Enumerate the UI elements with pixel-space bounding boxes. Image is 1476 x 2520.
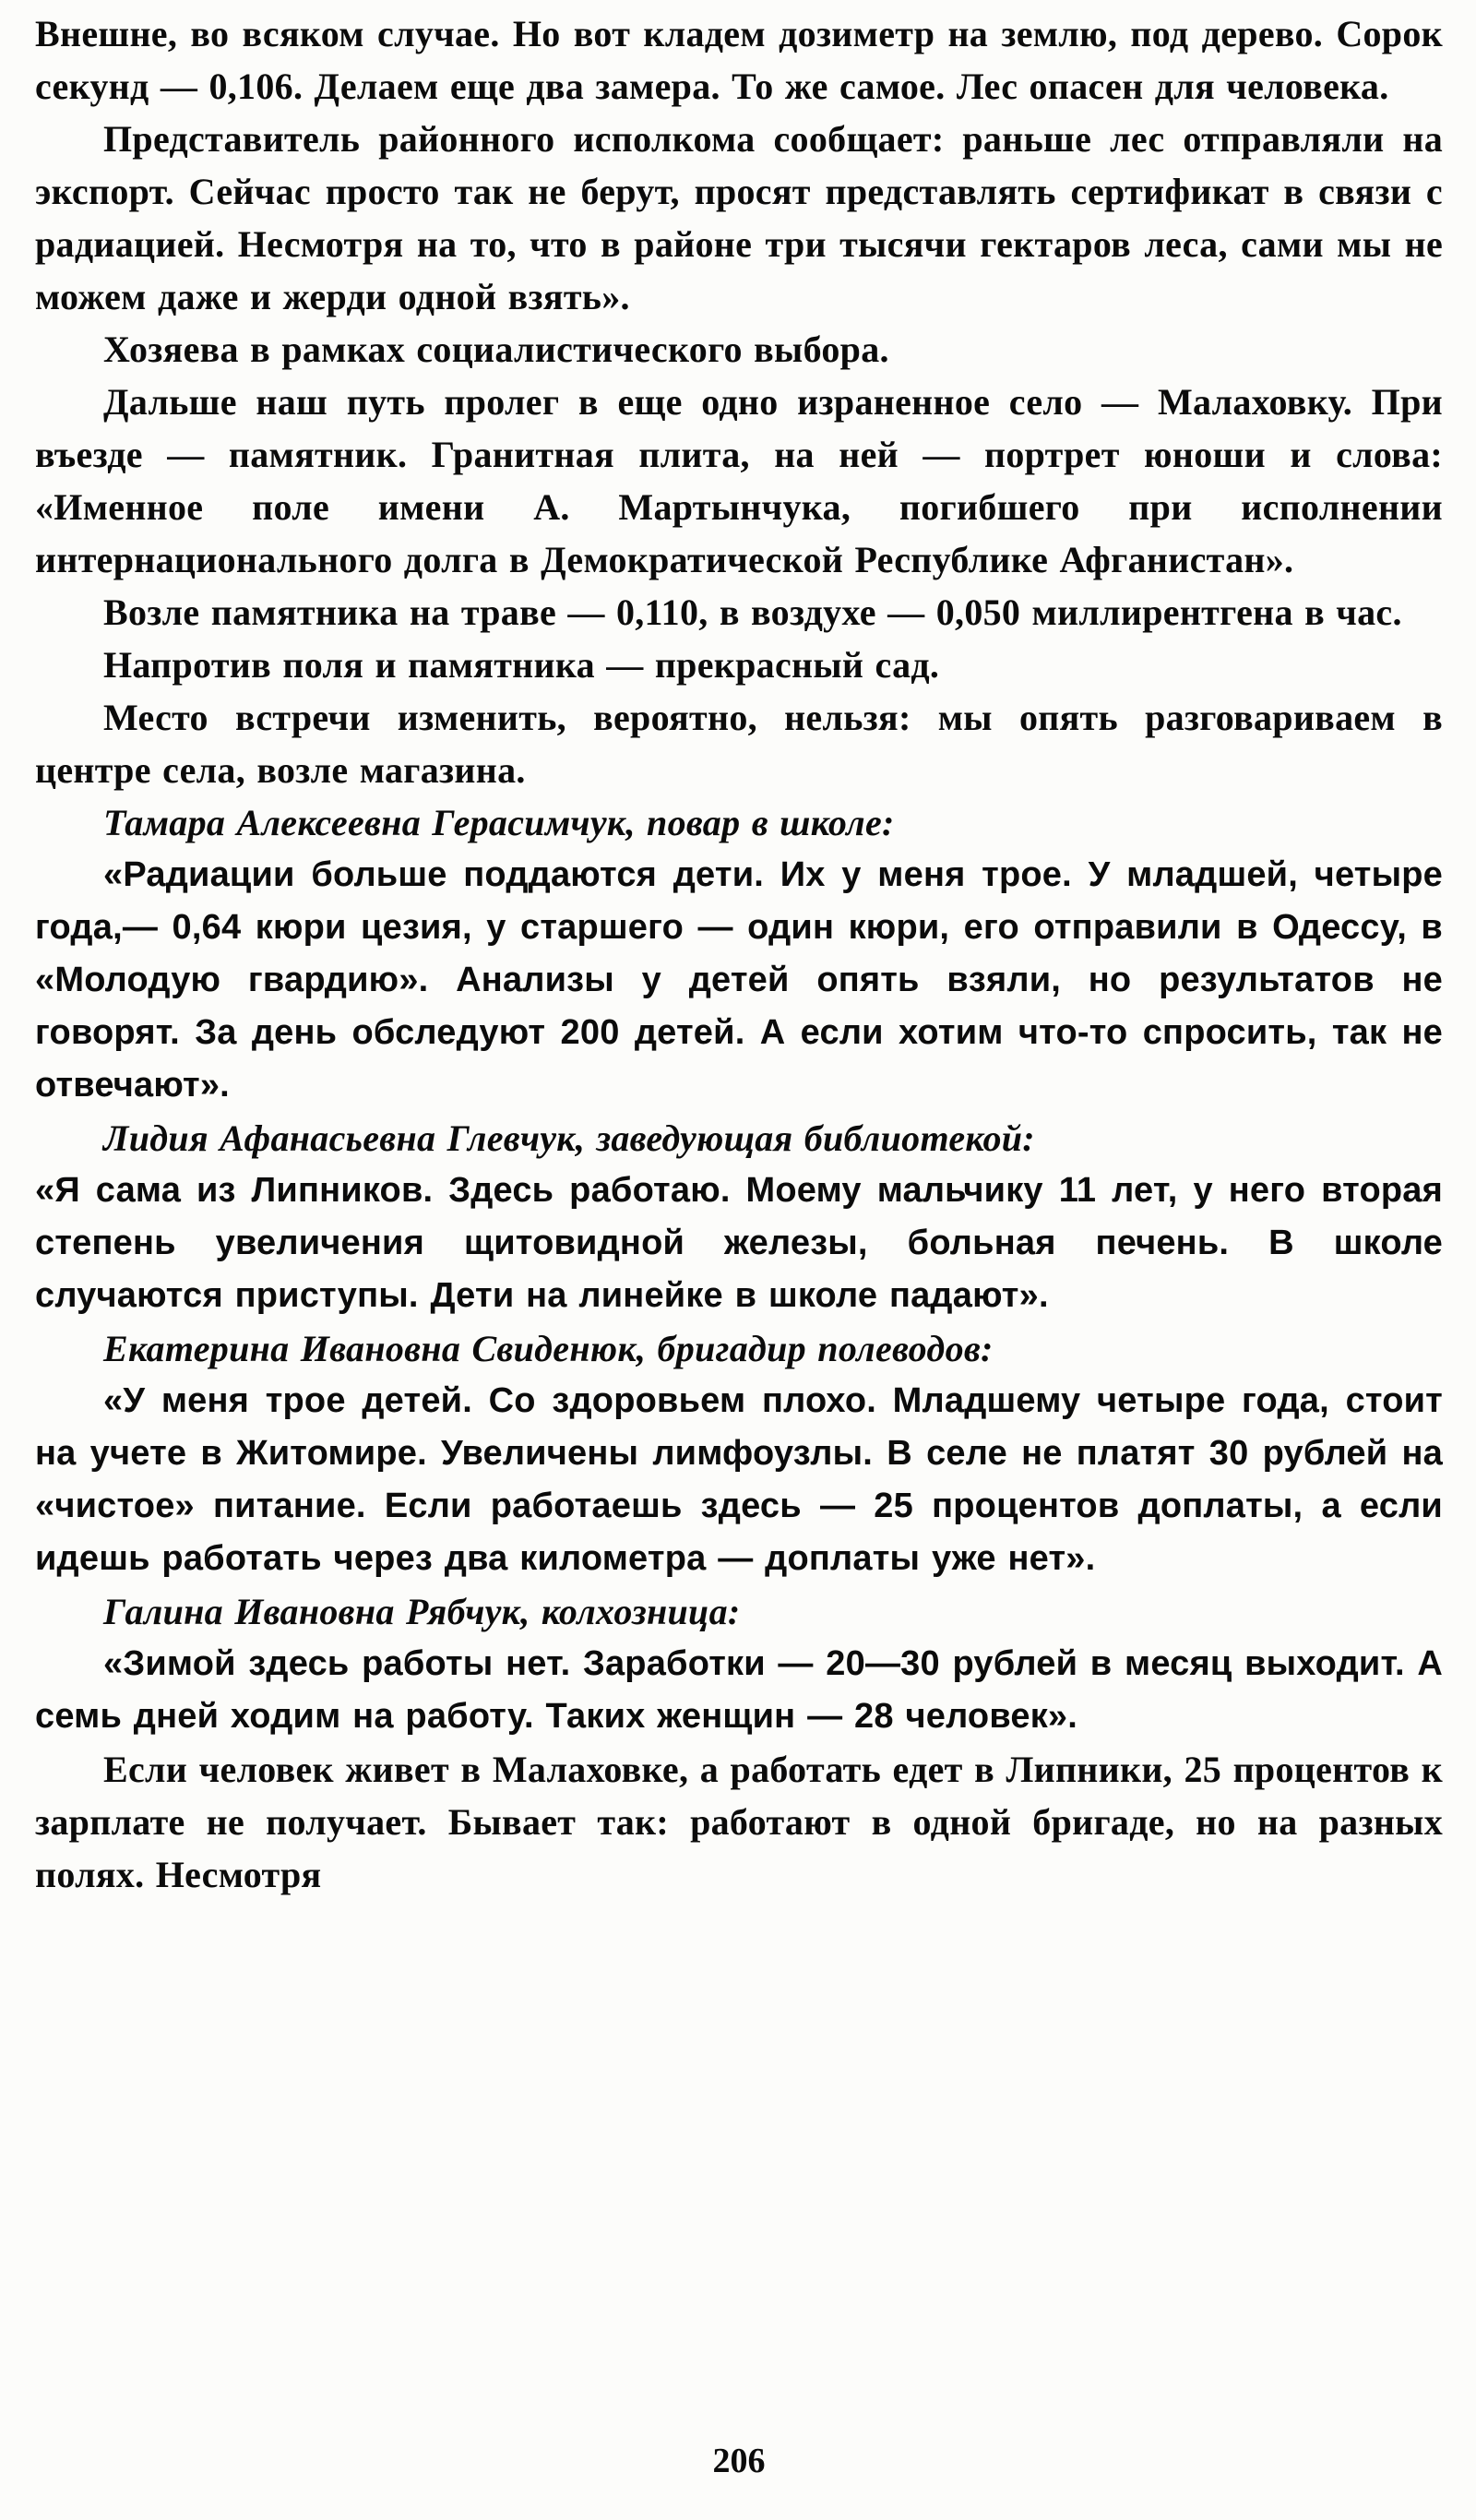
text-block (35, 7, 1443, 1901)
quote-paragraph: «У меня трое детей. Со здоровьем плохо. Младшему четыре года, стоит на учете в Житомире. Увеличены лимфоузлы. В селе не платят 30 рублей на «чистое» питание. Если работаешь здесь — 25 процентов доплаты, а если идешь работать через два километра — доплаты уже нет». (35, 1381, 1443, 1578)
body-paragraph: Напротив поля и памятника — прекрасный сад. (103, 644, 940, 686)
body-paragraph: Если человек живет в Малаховке, а работать едет в Липники, 25 процентов к зарплате не получает. Бывает так: работают в одной бригаде, но на разных полях. Несмотря (35, 1749, 1443, 1895)
page-footer (35, 2441, 1443, 2520)
speaker-line: Тамара Алексеевна Герасимчук, повар в школе: (103, 802, 895, 843)
body-paragraph: Дальше наш путь пролег в еще одно израненное село — Малаховку. При въезде — памятник. Гранитная плита, на ней — портрет юноши и слова: «Именное поле имени А. Мартынчука, погибшего при исполнении интернационального долга в Демократической Республике Афганистан». (35, 381, 1443, 580)
quote-paragraph: «Зимой здесь работы нет. Заработки — 20—30 рублей в месяц выходит. А семь дней ходим на работу. Таких женщин — 28 человек». (35, 1644, 1443, 1736)
quote-paragraph: «Радиации больше поддаются дети. Их у меня трое. У младшей, четыре года,— 0,64 кюри цезия, у старшего — один кюри, его отправили в Одессу, в «Молодую гвардию». Анализы у детей опять взяли, но результатов не говорят. За день обследуют 200 детей. А если хотим что-то спросить, так не отвечают». (35, 855, 1443, 1105)
page-number: 206 (712, 2442, 766, 2480)
body-paragraph: Место встречи изменить, вероятно, нельзя: мы опять разговариваем в центре села, возле магазина. (35, 697, 1443, 791)
speaker-line: Галина Ивановна Рябчук, колхозница: (103, 1591, 741, 1632)
speaker-line: Екатерина Ивановна Свиденюк, бригадир полеводов: (103, 1328, 994, 1369)
speaker-line: Лидия Афанасьевна Глевчук, заведующая библиотекой: (103, 1117, 1035, 1159)
body-paragraph: Возле памятника на траве — 0,110, в воздухе — 0,050 миллирентгена в час. (103, 591, 1402, 633)
quote-paragraph: «Я сама из Липников. Здесь работаю. Моему мальчику 11 лет, у него вторая степень увеличения щитовидной железы, больная печень. В школе случаются приступы. Дети на линейке в школе падают». (35, 1171, 1443, 1315)
body-paragraph: Внешне, во всяком случае. Но вот кладем дозиметр на землю, под дерево. Сорок секунд — 0,106. Делаем еще два замера. То же самое. Лес опасен для человека. (35, 13, 1443, 107)
body-paragraph: Представитель районного исполкома сообщает: раньше лес отправляли на экспорт. Сейчас просто так не берут, просят представлять сертификат в связи с радиацией. Несмотря на то, что в районе три тысячи гектаров леса, сами мы не можем даже и жерди одной взять». (35, 118, 1443, 317)
body-paragraph: Хозяева в рамках социалистического выбора. (103, 328, 889, 370)
